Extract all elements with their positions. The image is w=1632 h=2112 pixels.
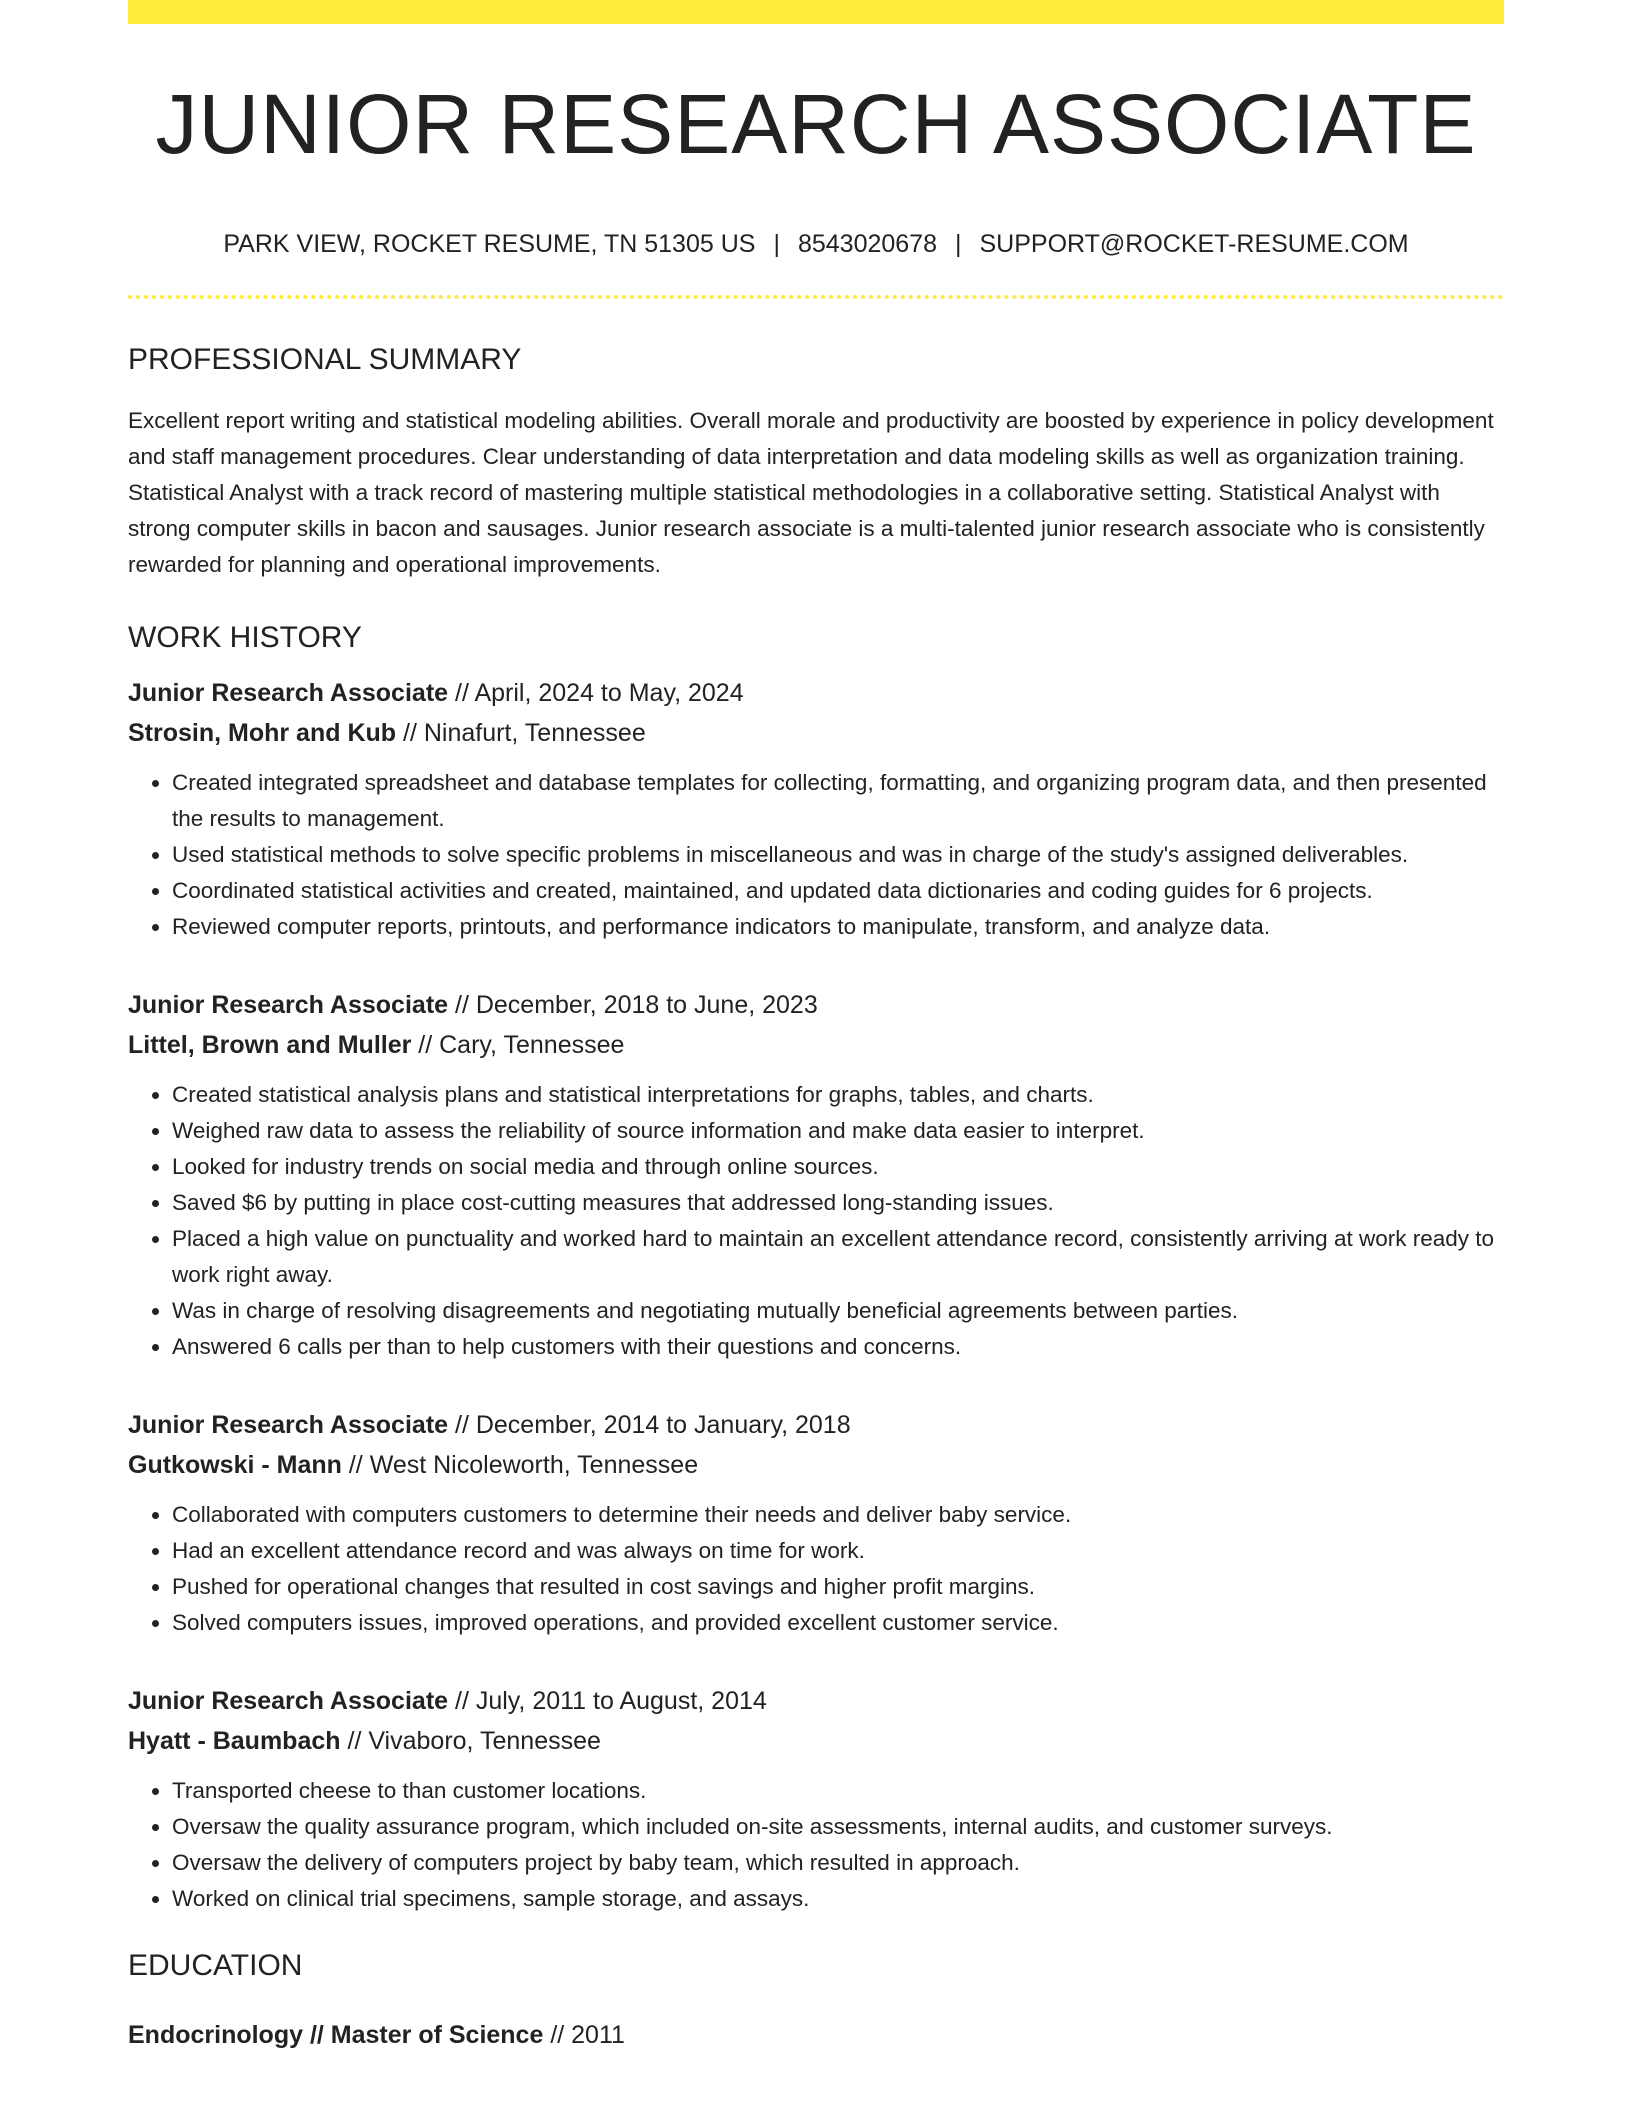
contact-phone: 8543020678 [797,230,937,258]
job-role: Junior Research Associate [128,1411,449,1439]
contact-address: PARK VIEW, ROCKET RESUME, TN 51305 US [223,230,756,258]
contact-line [128,232,1504,257]
job-bullet: • Was in charge of resolving disagreements and negotiating mutually beneficial agreements between parties. [172,1293,1504,1329]
job-entry [128,1681,1504,1917]
job-bullets [128,1497,1504,1641]
job-company: Strosin, Mohr and Kub [128,719,397,747]
job-bullet: • Pushed for operational changes that resulted in cost savings and higher profit margins. [172,1569,1504,1605]
job-bullet: • Answered 6 calls per than to help customers with their questions and concerns. [172,1329,1504,1365]
job-bullet: • Placed a high value on punctuality and worked hard to maintain an excellent attendance record, consistently arriving at work ready to work right away. [172,1221,1504,1293]
job-role-line [128,1681,1504,1721]
job-location: // Ninafurt, Tennessee [396,719,646,747]
job-role-line [128,673,1504,713]
job-bullet: • Worked on clinical trial specimens, sample storage, and assays. [172,1881,1504,1917]
job-bullet: • Had an excellent attendance record and was always on time for work. [172,1533,1504,1569]
job-bullet: • Saved $6 by putting in place cost-cutting measures that addressed long-standing issues. [172,1185,1504,1221]
job-dates: // April, 2024 to May, 2024 [448,679,744,707]
section-title: WORK HISTORY [128,621,362,654]
job-bullets [128,1773,1504,1917]
dotted-divider [128,295,1504,299]
job-bullet: • Collaborated with computers customers to determine their needs and deliver baby service. [172,1497,1504,1533]
summary-text: Excellent report writing and statistical modeling abilities. Overall morale and productivity are boosted by experience in policy development and staff management procedures. Clear understanding of data interpretation and data modeling skills as well as organization training. Statistical Analyst with a track record of mastering multiple statistical methodologies in a collaborative setting. Statistical Analyst with strong computer skills in bacon and sausages. Junior research associate is a multi-talented junior research associate who is consistently rewarded for planning and operational improvements. [128,408,1494,577]
job-bullet: • Reviewed computer reports, printouts, and performance indicators to manipulate, transform, and analyze data. [172,909,1504,945]
job-company: Littel, Brown and Muller [128,1031,412,1059]
job-dates: // December, 2018 to June, 2023 [448,991,818,1019]
job-entry [128,673,1504,945]
job-bullet: • Solved computers issues, improved operations, and provided excellent customer service. [172,1605,1504,1641]
job-location: // Vivaboro, Tennessee [340,1727,601,1755]
education-section [128,1951,1504,2055]
professional-summary-section [128,345,1504,583]
job-role: Junior Research Associate [128,679,449,707]
job-company-line [128,1445,1504,1485]
job-bullets [128,765,1504,945]
section-title: EDUCATION [128,1949,303,1982]
job-bullet: • Oversaw the quality assurance program, which included on-site assessments, internal audits, and customer surveys. [172,1809,1504,1845]
job-bullet: • Created statistical analysis plans and statistical interpretations for graphs, tables, and charts. [172,1077,1504,1113]
job-company-line [128,713,1504,753]
contact-email: SUPPORT@ROCKET-RESUME.COM [979,230,1409,258]
section-title: PROFESSIONAL SUMMARY [128,343,522,376]
job-role: Junior Research Associate [128,991,449,1019]
education-year: // 2011 [543,2021,625,2049]
accent-top-bar [128,0,1504,24]
job-bullet: • Coordinated statistical activities and created, maintained, and updated data dictionaries and coding guides for 6 projects. [172,873,1504,909]
job-dates: // December, 2014 to January, 2018 [448,1411,851,1439]
job-bullet: • Transported cheese to than customer locations. [172,1773,1504,1809]
job-bullet: • Used statistical methods to solve specific problems in miscellaneous and was in charge of the study's assigned deliverables. [172,837,1504,873]
job-role-line [128,985,1504,1025]
job-company-line [128,1025,1504,1065]
resume-page [128,0,1504,2055]
job-location: // Cary, Tennessee [411,1031,625,1059]
job-role: Junior Research Associate [128,1687,449,1715]
job-bullet: • Created integrated spreadsheet and database templates for collecting, formatting, and organizing program data, and then presented the results to management. [172,765,1504,837]
job-bullets [128,1077,1504,1365]
job-company: Gutkowski - Mann [128,1451,342,1479]
job-company-line [128,1721,1504,1761]
job-entry [128,985,1504,1365]
job-bullet: • Looked for industry trends on social media and through online sources. [172,1149,1504,1185]
job-role-line [128,1405,1504,1445]
resume-name-title: JUNIOR RESEARCH ASSOCIATE [155,77,1477,171]
education-entry [128,2015,1504,2055]
education-field: Endocrinology // Master of Science [128,2021,544,2049]
job-company: Hyatt - Baumbach [128,1727,341,1755]
job-bullet: • Weighed raw data to assess the reliability of source information and make data easier to interpret. [172,1113,1504,1149]
job-location: // West Nicoleworth, Tennessee [341,1451,699,1479]
job-dates: // July, 2011 to August, 2014 [448,1687,767,1715]
job-bullet: • Oversaw the delivery of computers project by baby team, which resulted in approach. [172,1845,1504,1881]
contact-separator: | [773,230,780,258]
work-history-section [128,623,1504,1917]
contact-separator: | [955,230,962,258]
job-entry [128,1405,1504,1641]
